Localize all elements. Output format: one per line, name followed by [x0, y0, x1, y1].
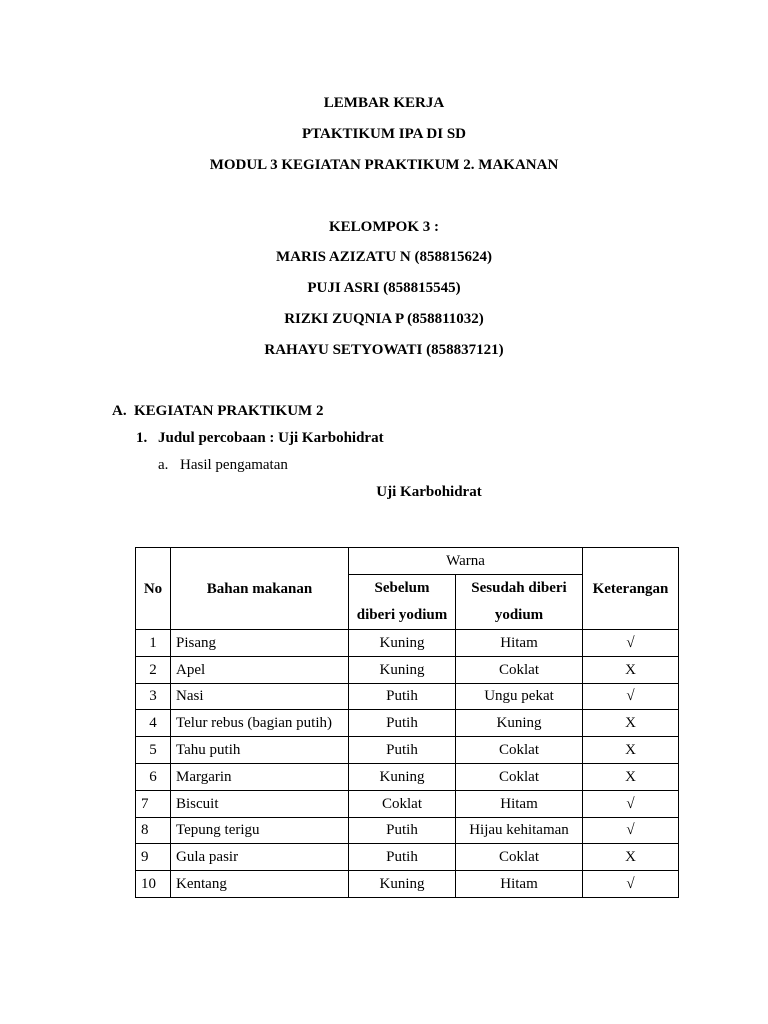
- cell-bahan: Biscuit: [171, 790, 349, 817]
- cell-keterangan: √: [583, 790, 679, 817]
- cell-keterangan: √: [583, 871, 679, 898]
- doc-title-line-1: LEMBAR KERJA: [323, 95, 445, 111]
- table-row: [136, 871, 679, 898]
- section-marker: A.: [112, 403, 127, 419]
- table-row: [136, 844, 679, 871]
- cell-bahan: Gula pasir: [171, 844, 349, 871]
- cell-sesudah: Hitam: [456, 630, 583, 657]
- cell-sebelum: Putih: [349, 737, 456, 764]
- cell-sesudah: Hijau kehitaman: [456, 817, 583, 844]
- table-row: [136, 790, 679, 817]
- cell-keterangan: X: [583, 656, 679, 683]
- cell-sesudah: Hitam: [456, 871, 583, 898]
- cell-bahan: Apel: [171, 656, 349, 683]
- cell-no: 3: [136, 683, 171, 710]
- cell-no: 1: [136, 630, 171, 657]
- header-no: No: [136, 548, 171, 630]
- group-member-1: MARIS AZIZATU N (858815624): [276, 249, 492, 265]
- cell-no: 5: [136, 737, 171, 764]
- cell-sesudah: Kuning: [456, 710, 583, 737]
- cell-no: 7: [136, 790, 171, 817]
- sub-text: Hasil pengamatan: [180, 457, 288, 473]
- section-title: KEGIATAN PRAKTIKUM 2: [134, 403, 324, 419]
- cell-keterangan: X: [583, 710, 679, 737]
- header-sesudah: Sesudah diberi yodium: [456, 575, 583, 630]
- table-row: [136, 763, 679, 790]
- cell-sebelum: Kuning: [349, 871, 456, 898]
- cell-no: 10: [136, 871, 171, 898]
- cell-keterangan: X: [583, 737, 679, 764]
- observation-subheading: [158, 456, 288, 474]
- cell-no: 6: [136, 763, 171, 790]
- cell-bahan: Tahu putih: [171, 737, 349, 764]
- cell-keterangan: √: [583, 817, 679, 844]
- cell-bahan: Telur rebus (bagian putih): [171, 710, 349, 737]
- cell-sesudah: Ungu pekat: [456, 683, 583, 710]
- cell-no: 9: [136, 844, 171, 871]
- table-row: [136, 737, 679, 764]
- cell-bahan: Pisang: [171, 630, 349, 657]
- header-warna: Warna: [349, 548, 583, 575]
- cell-sesudah: Hitam: [456, 790, 583, 817]
- header-bahan: Bahan makanan: [171, 548, 349, 630]
- group-member-4: RAHAYU SETYOWATI (858837121): [264, 342, 504, 358]
- table-row: [136, 817, 679, 844]
- table-row: [136, 683, 679, 710]
- group-member-3: RIZKI ZUQNIA P (858811032): [284, 311, 484, 327]
- cell-sebelum: Putih: [349, 710, 456, 737]
- cell-keterangan: X: [583, 763, 679, 790]
- sub-marker: a.: [158, 457, 169, 473]
- cell-sesudah: Coklat: [456, 763, 583, 790]
- cell-keterangan: √: [583, 683, 679, 710]
- experiment-title: [136, 429, 384, 447]
- cell-no: 2: [136, 656, 171, 683]
- section-heading: [112, 402, 323, 420]
- group-label: KELOMPOK 3 :: [329, 219, 439, 235]
- group-member-2: PUJI ASRI (858815545): [307, 280, 461, 296]
- header-sebelum: Sebelum diberi yodium: [349, 575, 456, 630]
- table-row: [136, 710, 679, 737]
- cell-sebelum: Putih: [349, 817, 456, 844]
- cell-sebelum: Kuning: [349, 763, 456, 790]
- doc-title-line-3: MODUL 3 KEGIATAN PRAKTIKUM 2. MAKANAN: [209, 157, 559, 173]
- cell-sebelum: Putih: [349, 683, 456, 710]
- cell-keterangan: X: [583, 844, 679, 871]
- cell-sebelum: Putih: [349, 844, 456, 871]
- cell-bahan: Kentang: [171, 871, 349, 898]
- item-marker: 1.: [136, 430, 148, 446]
- cell-keterangan: √: [583, 630, 679, 657]
- table-row: [136, 630, 679, 657]
- cell-bahan: Nasi: [171, 683, 349, 710]
- cell-bahan: Tepung terigu: [171, 817, 349, 844]
- cell-no: 4: [136, 710, 171, 737]
- cell-bahan: Margarin: [171, 763, 349, 790]
- cell-sesudah: Coklat: [456, 844, 583, 871]
- cell-sebelum: Coklat: [349, 790, 456, 817]
- table-row: [136, 656, 679, 683]
- cell-sebelum: Kuning: [349, 630, 456, 657]
- table-caption: Uji Karbohidrat: [376, 484, 482, 500]
- header-keterangan: Keterangan: [583, 548, 679, 630]
- doc-title-line-2: PTAKTIKUM IPA DI SD: [301, 126, 467, 142]
- cell-no: 8: [136, 817, 171, 844]
- cell-sesudah: Coklat: [456, 656, 583, 683]
- cell-sebelum: Kuning: [349, 656, 456, 683]
- item-text: Judul percobaan : Uji Karbohidrat: [158, 430, 384, 446]
- cell-sesudah: Coklat: [456, 737, 583, 764]
- observation-table: [135, 547, 679, 898]
